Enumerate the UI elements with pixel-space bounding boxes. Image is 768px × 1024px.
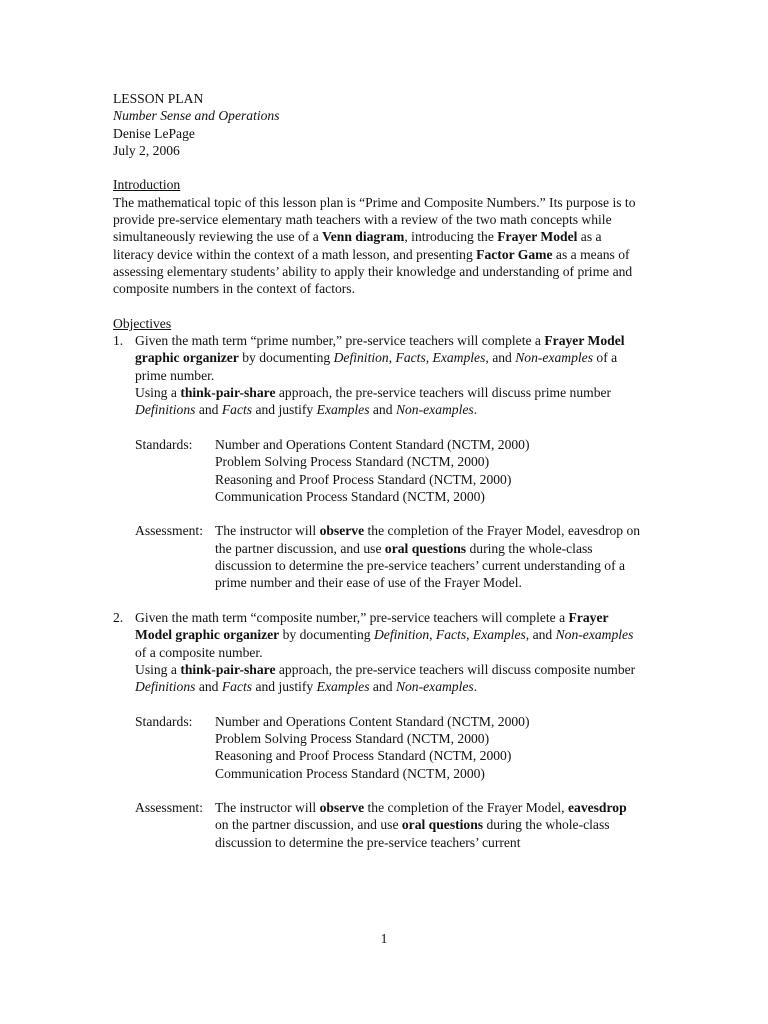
assessment-block — [113, 522, 643, 591]
objectives-heading: Objectives — [113, 315, 172, 331]
standards-label: Standards: — [135, 436, 193, 452]
assessment-text: The instructor will observe the completion of the Frayer Model, eavesdrop on the partner discussion, and use oral questions during the whole-class discussion to determine the pre-service teachers’ current understanding of a prime number and their ease of use of the Frayer Model. — [215, 523, 641, 591]
doc-author: Denise LePage — [113, 125, 195, 141]
standards-label: Standards: — [135, 713, 193, 729]
standard-item: Reasoning and Proof Process Standard (NCTM, 2000) — [215, 471, 512, 487]
document-body — [113, 90, 643, 851]
standard-item: Reasoning and Proof Process Standard (NCTM, 2000) — [215, 748, 512, 764]
introduction-paragraph: The mathematical topic of this lesson plan is “Prime and Composite Numbers.” Its purpose is to provide pre-service elementary math teachers with a review of the two math concepts while simultaneously reviewing the use of a Venn diagram, introducing the Frayer Model as a literacy device within the context of a math lesson, and presenting Factor Game as a means of assessing elementary students’ ability to apply their knowledge and understanding of prime and composite numbers in the context of factors. — [113, 194, 636, 297]
assessment-block — [113, 799, 643, 851]
objective-text: Given the math term “prime number,” pre-service teachers will complete a Frayer Model graphic organizer by documenting Definition, Facts, Examples, and Non-examples of a prime number. — [135, 333, 625, 383]
assessment-text: The instructor will observe the completion of the Frayer Model, eavesdrop on the partner discussion, and use oral questions during the whole-class discussion to determine the pre-service teachers’ current — [215, 800, 627, 850]
standards-block — [113, 713, 643, 782]
standard-item: Problem Solving Process Standard (NCTM, 2000) — [215, 730, 490, 746]
introduction-heading: Introduction — [113, 177, 181, 193]
standard-item: Communication Process Standard (NCTM, 2000) — [215, 765, 485, 781]
standard-item: Communication Process Standard (NCTM, 2000) — [215, 488, 485, 504]
assessment-label: Assessment: — [135, 523, 203, 539]
standard-item: Number and Operations Content Standard (NCTM, 2000) — [215, 436, 530, 452]
standard-item: Number and Operations Content Standard (NCTM, 2000) — [215, 713, 530, 729]
assessment-label: Assessment: — [135, 800, 203, 816]
objective-discussion: Using a think-pair-share approach, the pre-service teachers will discuss composite number Definitions and Facts and justify Examples and Non-examples. — [135, 661, 636, 695]
standard-item: Problem Solving Process Standard (NCTM, 2000) — [215, 454, 490, 470]
objective-text: Given the math term “composite number,” pre-service teachers will complete a Frayer Model graphic organizer by documenting Definition, Facts, Examples, and Non-examples of a composite number. — [135, 609, 634, 660]
objective-discussion: Using a think-pair-share approach, the pre-service teachers will discuss prime number Definitions and Facts and justify Examples and Non-examples. — [135, 385, 612, 418]
doc-subtitle: Number Sense and Operations — [113, 108, 280, 124]
page-number: 1 — [380, 931, 388, 946]
objective-item — [113, 332, 643, 418]
objective-number: 2. — [113, 609, 124, 625]
standards-block — [113, 436, 643, 505]
doc-date: July 2, 2006 — [113, 142, 180, 158]
objective-item — [113, 609, 643, 695]
doc-title: LESSON PLAN — [113, 91, 204, 106]
objective-number: 1. — [113, 333, 124, 349]
